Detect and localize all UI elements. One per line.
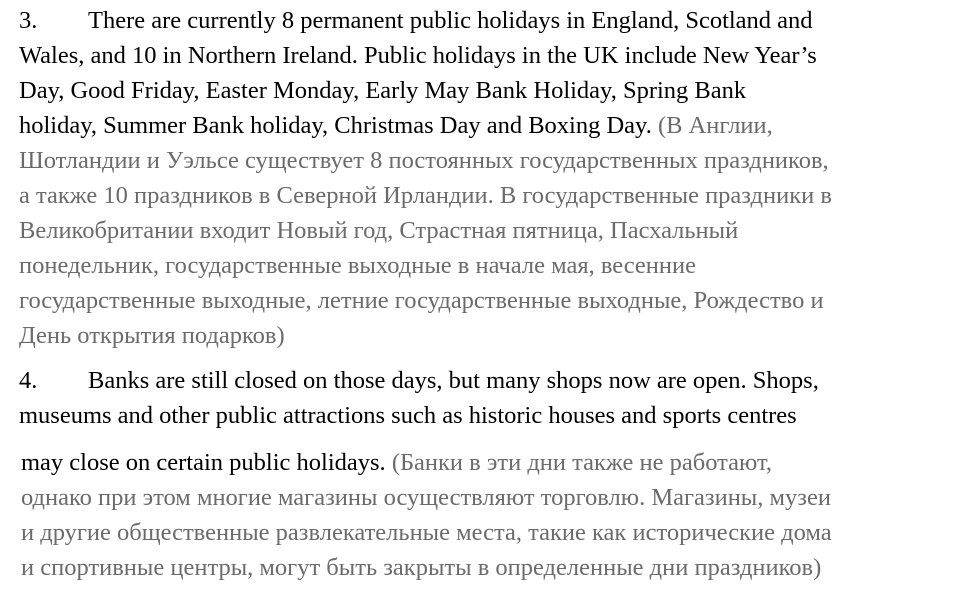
text-line	[21, 445, 946, 480]
text-line	[19, 248, 944, 283]
russian-translation: Великобритании входит Новый год, Страстная пятница, Пасхальный	[19, 217, 739, 244]
russian-translation: и другие общественные развлекательные места, такие как исторические дома	[21, 519, 832, 546]
text-line	[19, 73, 944, 108]
russian-translation: понедельник, государственные выходные в начале мая, весенние	[19, 252, 697, 279]
text-line	[21, 480, 946, 515]
text-line	[21, 550, 946, 585]
text-line	[19, 38, 944, 73]
text-line	[19, 398, 944, 433]
text-line	[19, 143, 944, 178]
english-text: Day, Good Friday, Easter Monday, Early May Bank Holiday, Spring Bank	[19, 77, 747, 104]
russian-translation: государственные выходные, летние государственные выходные, Рождество и	[19, 287, 824, 314]
paragraph-item-3	[19, 3, 944, 353]
russian-translation: (Банки в эти дни также не работают,	[385, 449, 772, 476]
english-text: Banks are still closed on those days, but many shops now are open. Shops,	[88, 367, 819, 394]
russian-translation: однако при этом многие магазины осуществляют торговлю. Магазины, музеи	[21, 484, 831, 511]
english-text: holiday, Summer Bank holiday, Christmas Day and Boxing Day.	[19, 112, 652, 139]
item-number: 4.	[19, 367, 38, 394]
text-line	[19, 178, 944, 213]
text-line	[19, 363, 944, 398]
text-line	[19, 213, 944, 248]
russian-translation: и спортивные центры, могут быть закрыты в определенные дни праздников)	[21, 554, 822, 581]
english-text: Wales, and 10 in Northern Ireland. Public holidays in the UK include New Year’s	[19, 42, 817, 69]
russian-translation: (В Англии,	[651, 112, 773, 139]
russian-translation: День открытия подарков)	[19, 322, 285, 349]
text-line	[19, 108, 944, 143]
text-line	[21, 515, 946, 550]
paragraph-item-4-continuation	[21, 445, 946, 585]
english-text: There are currently 8 permanent public holidays in England, Scotland and	[88, 7, 813, 34]
russian-translation: а также 10 праздников в Северной Ирландии. В государственные праздники в	[19, 182, 832, 209]
english-text: may close on certain public holidays.	[21, 449, 386, 476]
english-text: museums and other public attractions such as historic houses and sports centres	[19, 402, 797, 429]
item-number: 3.	[19, 7, 38, 34]
text-line	[19, 3, 944, 38]
paragraph-item-4	[19, 363, 944, 433]
text-line	[19, 318, 944, 353]
russian-translation: Шотландии и Уэльсе существует 8 постоянных государственных праздников,	[19, 147, 829, 174]
text-line	[19, 283, 944, 318]
